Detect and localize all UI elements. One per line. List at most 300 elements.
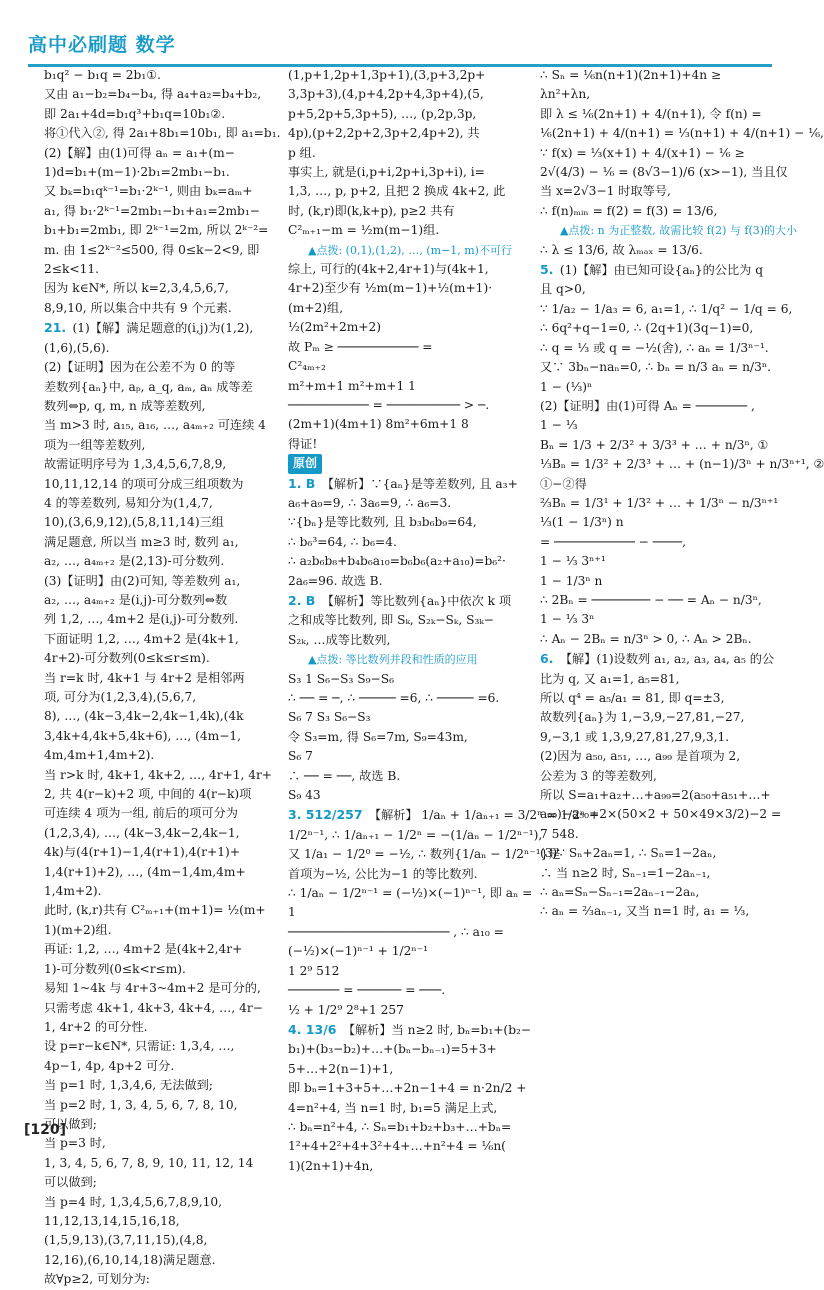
page-header <box>28 24 772 67</box>
text-line <box>44 1231 269 1250</box>
line-text: 10,11,12,14 的项可分成三组项数为 <box>44 476 244 491</box>
text-line <box>44 397 269 416</box>
line-text: p+5,2p+5,3p+5), …, (p,2p,3p, <box>288 106 477 121</box>
line-text: 【解析】当 n≥2 时, bₙ=b₁+(b₂− <box>342 1022 532 1037</box>
line-text: (2)【证明】由(1)可得 Aₙ = ─────── , <box>540 398 755 413</box>
text-line <box>44 105 269 124</box>
line-text: b₁)+(b₃−b₂)+…+(bₙ−bₙ₋₁)=5+3+ <box>288 1042 497 1057</box>
line-text: ─────── = ────── = ───. <box>288 983 446 998</box>
line-text: 可以做到; <box>44 1175 97 1190</box>
text-line <box>540 319 772 338</box>
text-line <box>288 182 513 201</box>
text-line <box>44 85 269 104</box>
column-left <box>44 66 281 1290</box>
text-line <box>44 416 269 435</box>
text-line <box>540 241 772 260</box>
text-line <box>288 786 513 805</box>
line-text: 可连续 4 项为一组, 前后的项可分为 <box>44 806 238 821</box>
text-line <box>540 494 779 513</box>
text-line <box>44 202 269 221</box>
book-title: 高中必刷题 数学 <box>28 34 176 56</box>
text-line <box>540 630 772 649</box>
line-text: 此时, (k,r)共有 C²ₘ₊₁+(m+1)= ½(m+ <box>44 903 266 918</box>
line-text: 又由 a₁−b₂=b₄−b₄, 得 a₄+a₂=b₄+b₂, <box>44 87 262 102</box>
line-text: 【解析】等比数列{aₙ}中依次 k 项 <box>321 593 512 608</box>
text-line <box>540 591 772 610</box>
line-text: ∴ 2Bₙ = ──────── − ── = Aₙ − n/3ⁿ, <box>540 592 762 607</box>
line-text: 首项为−½, 公比为−1 的等比数列. <box>288 866 478 881</box>
line-text: 易知 1~4k 与 4r+3~4m+2 是可分的, <box>44 981 261 996</box>
line-text: 当 r>k 时, 4k+1, 4k+2, …, 4r+1, 4r+ <box>44 767 273 782</box>
text-line <box>44 1193 269 1212</box>
line-text: ∴ f(n)ₘᵢₙ = f(2) = f(3) = 13/6, <box>540 203 718 218</box>
text-line <box>44 318 269 338</box>
problem-number: 4. 13/6 <box>288 1021 341 1037</box>
line-text: (2)因为 a₅₀, a₅₁, …, a₉₉ 是首项为 2, <box>540 749 741 764</box>
line-text: 【解】(1)设数列 a₁, a₂, a₃, a₄, a₅ 的公 <box>559 652 775 667</box>
text-line <box>540 883 772 902</box>
line-text: 1)(m+2)组. <box>44 922 112 937</box>
line-text: 11,12,13,14,15,16,18, <box>44 1213 180 1228</box>
line-text: C²ₘ₊₁−m = ½m(m−1)组. <box>288 223 440 238</box>
text-line <box>288 903 513 922</box>
text-line <box>540 689 772 708</box>
line-text: (3)【证明】由(2)可知, 等差数列 a₁, <box>44 573 241 588</box>
text-line <box>44 630 269 649</box>
line-text: 所以 q⁴ = a₅/a₁ = 81, 即 q=±3, <box>540 691 725 705</box>
text-line <box>288 826 543 845</box>
text-line <box>44 475 269 494</box>
text-line <box>44 999 269 1018</box>
line-text: 4p),(p+2,2p+2,3p+2,4p+2), 共 <box>288 126 480 141</box>
line-text: 4p−1, 4p, 4p+2 可分. <box>44 1058 175 1073</box>
text-line <box>44 533 269 552</box>
text-line <box>44 436 269 455</box>
text-line <box>288 163 513 182</box>
line-text: 1 − (⅓)ⁿ <box>540 379 593 394</box>
text-line <box>540 825 772 844</box>
text-line <box>288 1060 513 1079</box>
line-text: 事实上, 就是(i,p+i,2p+i,3p+i), i= <box>288 165 485 180</box>
line-text: 当 p=2 时, 1, 3, 4, 5, 6, 7, 8, 10, <box>44 1097 238 1112</box>
line-text: 1²+4+2²+4+3²+4+…+n²+4 = ⅙n( <box>288 1139 506 1154</box>
text-line <box>288 1040 513 1059</box>
line-text: ∴ bₙ=n²+4, ∴ Sₙ=b₁+b₂+b₃+…+bₙ= <box>288 1119 512 1134</box>
text-line <box>44 1057 269 1076</box>
text-line <box>44 1270 269 1289</box>
hint-note: ▲点拨: 等比数列并段和性质的应用 <box>308 653 478 667</box>
line-text: 即 λ ≤ ⅙(2n+1) + 4/(n+1), 令 f(n) = <box>540 106 762 121</box>
text-line <box>288 279 513 298</box>
line-text: 4 的等差数列, 易知分为(1,4,7, <box>44 495 213 510</box>
text-line <box>288 689 513 708</box>
line-text: 故∀p≥2, 可划分为: <box>44 1272 150 1287</box>
line-text: 1)-可分数列(0≤k<r≤m). <box>44 961 186 976</box>
hint-note: ▲点拨: n 为正整数, 故需比较 f(2) 与 f(3)的大小 <box>560 224 798 238</box>
line-text: ∵{bₙ}是等比数列, 且 b₃b₆b₉=64, <box>288 515 477 530</box>
problem-number: 6. <box>540 651 558 667</box>
text-line <box>44 727 269 746</box>
hint-note: ▲点拨: (0,1),(1,2), …, (m−1, m)不可行 <box>308 243 512 257</box>
text-line <box>44 1212 269 1231</box>
problem-number: 3. 512/257 <box>288 807 367 823</box>
line-text: 当 x=2√3−1 时取等号, <box>540 184 671 199</box>
line-text: 8), …, (4k−3,4k−2,4k−1,4k),(4k <box>44 709 244 724</box>
text-line <box>44 746 269 765</box>
line-text: 1/2ⁿ⁻¹, ∴ 1/aₙ₊₁ − 1/2ⁿ = −(1/aₙ − 1/2ⁿ⁻¹), <box>288 827 543 842</box>
line-text: b₁q² − b₁q = 2b₁①. <box>44 68 162 82</box>
line-text: a₂, …, a₄ₘ₊₂ 是(2,13)-可分数列. <box>44 554 225 569</box>
text-line <box>540 670 772 689</box>
line-text: 当 p=1 时, 1,3,4,6, 无法做到; <box>44 1078 213 1093</box>
line-text: 所以 S=a₁+a₂+…+a₉₉=2(a₅₀+a₅₁+…+ <box>540 788 771 803</box>
text-line <box>540 786 772 805</box>
line-text: S₆ 7 <box>288 749 313 764</box>
text-line <box>540 202 772 221</box>
line-text: 综上, 可行的(4k+2,4r+1)与(4k+1, <box>288 262 489 277</box>
text-line <box>44 960 269 979</box>
line-text: 4k)与(4(r+1)−1,4(r+1),4(r+1)+ <box>44 845 240 860</box>
line-text: ½(2m²+2m+2) <box>288 320 382 335</box>
text-line <box>288 631 513 650</box>
line-text: (−½)×(−1)ⁿ⁻¹ + 1/2ⁿ⁻¹ <box>288 944 428 959</box>
text-line <box>44 124 281 143</box>
line-text: 故数列{aₙ}为 1,−3,9,−27,81,−27, <box>540 710 745 725</box>
line-text: 故需证明序号为 1,3,4,5,6,7,8,9, <box>44 457 227 472</box>
text-line <box>288 572 513 591</box>
line-text: 2, 共 4(r−k)+2 项, 中间的 4(r−k)项 <box>44 787 252 802</box>
text-line <box>44 882 269 901</box>
text-line <box>288 202 513 221</box>
line-text: 得证! <box>288 436 318 451</box>
text-line <box>44 299 269 318</box>
line-text: ∴ 6q²+q−1=0, ∴ (2q+1)(3q−1)=0, <box>540 321 754 336</box>
text-line <box>288 494 513 513</box>
line-text: ∴ Sₙ = ⅙n(n+1)(2n+1)+4n ≥ <box>540 68 722 82</box>
line-text: 8,9,10, 所以集合中共有 9 个元素. <box>44 300 232 315</box>
section-tag: 原创 <box>288 454 322 473</box>
text-line <box>540 66 772 85</box>
line-text: 项, 可分为(1,2,3,4),(5,6,7, <box>44 690 197 704</box>
text-line <box>540 475 772 494</box>
text-line <box>540 902 772 921</box>
line-text: a₉₉)−a₅₀=2×(50×2 + 50×49×3/2)−2 = <box>540 807 782 822</box>
line-text: p 组. <box>288 145 316 160</box>
text-line <box>540 378 772 397</box>
line-text: 2≤k<11. <box>44 262 99 277</box>
text-line <box>288 144 513 163</box>
text-line <box>540 144 772 163</box>
text-line <box>288 884 533 903</box>
line-text: (3)∵ Sₙ+2aₙ=1, ∴ Sₙ=1−2aₙ, <box>540 846 717 861</box>
line-text: (m+2)组, <box>288 300 344 315</box>
text-line <box>540 649 775 669</box>
line-text: a₆+a₉=9, ∴ 3a₆=9, ∴ a₆=3. <box>288 495 452 510</box>
line-text: 当 p=4 时, 1,3,4,5,6,7,8,9,10, <box>44 1194 223 1209</box>
text-line <box>540 339 772 358</box>
line-text: ∴ aₙ = ⅔aₙ₋₁, 又当 n=1 时, a₁ = ⅓, <box>540 904 750 919</box>
text-line <box>44 572 269 591</box>
text-line <box>44 785 269 804</box>
line-text: ∴ ── = ──, 故选 B. <box>288 768 401 783</box>
text-line <box>288 591 513 611</box>
text-line <box>44 824 269 843</box>
text-line <box>44 552 269 571</box>
line-text: 且 q>0, <box>540 282 586 297</box>
line-text: 1 − ⅓ <box>540 418 578 433</box>
line-text: ⅓Bₙ = 1/3² + 2/3³ + … + (n−1)/3ⁿ + n/3ⁿ⁺¹, ② <box>540 457 824 472</box>
line-text: 4r+2)-可分数列(0≤k≤r≤m). <box>44 651 210 666</box>
line-text: m. 由 1≤2ᵏ⁻²≤500, 得 0≤k−2<9, 即 <box>44 242 260 257</box>
text-line <box>540 358 772 377</box>
line-text: S₉ 43 <box>288 788 321 803</box>
text-line <box>540 85 772 104</box>
text-line <box>540 864 772 883</box>
text-line <box>44 221 269 240</box>
text-line <box>288 981 513 1000</box>
problem-number: 1. B <box>288 475 320 491</box>
text-line <box>44 688 269 707</box>
line-text: 3,4k+4,4k+5,4k+6), …, (4m−1, <box>44 728 242 743</box>
text-line <box>44 339 269 358</box>
text-line <box>540 260 772 280</box>
line-text: 12,16),(6,10,14,18)满足题意. <box>44 1252 216 1267</box>
line-text: ⅓(1 − 1/3ⁿ) n <box>540 515 624 530</box>
text-line <box>44 591 269 610</box>
text-line <box>288 435 513 454</box>
line-text: (1)【解】由已知可设{aₙ}的公比为 q <box>559 263 764 278</box>
text-line <box>540 455 824 474</box>
text-line <box>288 66 513 85</box>
line-text: ∴ ── = ─, ∴ ───── =6, ∴ ───── =6. <box>288 691 500 705</box>
line-text: ∴ 当 n≥2 时, Sₙ₋₁=1−2aₙ₋₁, <box>540 865 711 880</box>
line-text: λn²+λn, <box>540 87 591 102</box>
line-text: ─────────── = ────────── > ─. <box>288 397 490 412</box>
text-line <box>288 865 513 884</box>
text-line <box>288 1118 513 1137</box>
text-line <box>288 1001 513 1020</box>
line-text: ∴ b₆³=64, ∴ b₆=4. <box>288 534 397 549</box>
text-line <box>288 85 513 104</box>
line-text: 当 r=k 时, 4k+1 与 4r+2 是相邻两 <box>44 670 245 685</box>
text-line <box>540 747 772 766</box>
line-text: ⅙(2n+1) + 4/(n+1) = ⅓(n+1) + 4/(n+1) − ⅙, <box>540 126 824 141</box>
text-line <box>288 767 513 786</box>
text-line <box>288 1137 513 1156</box>
text-line <box>540 513 772 532</box>
line-text: ∴ Aₙ − 2Bₙ = n/3ⁿ > 0, ∴ Aₙ > 2Bₙ. <box>540 631 752 646</box>
line-text: ①−②得 <box>540 476 587 491</box>
line-text: 1 − ⅓ 3ⁿ <box>540 612 595 627</box>
problem-number: 2. B <box>288 592 320 608</box>
text-line <box>44 1251 269 1270</box>
line-text: 1,4(r+1)+2), …, (4m−1,4m,4m+ <box>44 864 246 879</box>
line-text: (1,2,3,4), …, (4k−3,4k−2,4k−1, <box>44 825 240 840</box>
text-line <box>288 124 513 143</box>
text-line <box>44 494 269 513</box>
line-text: ∴ a₂b₆b₈+b₄b₆a₁₀=b₆b₆(a₂+a₁₀)=b₆²· <box>288 554 506 569</box>
text-line <box>288 105 513 124</box>
line-text: 1 − ⅓ 3ⁿ⁺¹ <box>540 554 606 569</box>
text-line <box>540 397 772 416</box>
text-line <box>288 708 513 727</box>
text-line <box>44 66 269 85</box>
line-text: 即 2a₁+4d=b₁q³+b₁q=10b₁②. <box>44 106 226 121</box>
text-line <box>540 436 772 455</box>
line-text: ∴ aₙ=Sₙ−Sₙ₋₁=2aₙ₋₁−2aₙ, <box>540 885 700 900</box>
text-line <box>540 708 772 727</box>
line-text: 设 p=r−k∈N*, 只需证: 1,3,4, …, <box>44 1039 235 1054</box>
line-text: 故 Pₘ ≥ ─────────── = <box>288 339 433 354</box>
line-text: 1, 4r+2 的可分性. <box>44 1019 148 1034</box>
line-text: 7 548. <box>540 826 579 841</box>
text-line <box>288 454 513 473</box>
line-text: 4m,4m+1,4m+2). <box>44 748 155 763</box>
line-text: 1 <box>288 905 296 920</box>
line-text: 满足题意, 所以当 m≥3 时, 数列 a₁, <box>44 534 239 549</box>
line-text: 当 m>3 时, a₁₅, a₁₆, …, a₄ₘ₊₂ 可连续 4 <box>44 418 266 433</box>
page-number: [120] <box>24 1122 67 1138</box>
line-text: 又 bₖ=b₁qᵏ⁻¹=b₁·2ᵏ⁻¹, 则由 bₖ=aₘ+ <box>44 184 253 199</box>
text-line <box>44 358 269 377</box>
text-line <box>288 299 513 318</box>
text-line <box>540 416 772 435</box>
line-text: 又∵ 3bₙ−naₙ=0, ∴ bₙ = n/3 aₙ = n/3ⁿ. <box>540 360 771 375</box>
text-line <box>288 845 561 864</box>
text-line <box>288 728 513 747</box>
text-line <box>44 1134 269 1153</box>
text-line <box>44 1076 269 1095</box>
line-text: 项为一组等差数列, <box>44 437 146 452</box>
line-text: ∴ q = ⅓ 或 q = −½(舍), ∴ aₙ = 1/3ⁿ⁻¹. <box>540 340 769 355</box>
text-line <box>540 182 772 201</box>
line-text: = ─────────── − ────, <box>540 534 686 549</box>
line-text: 将①代入②, 得 2a₁+8b₁=10b₁, 即 a₁=b₁. <box>44 126 281 141</box>
line-text: ∵ 1/a₂ − 1/a₃ = 6, a₁=1, ∴ 1/q² − 1/q = 6, <box>540 301 793 316</box>
text-line <box>44 863 269 882</box>
line-text: ∴ λ ≤ 13/6, 故 λₘₐₓ = 13/6. <box>540 242 703 257</box>
text-line <box>540 728 772 747</box>
line-text: 列 1,2, …, 4m+2 是(i,j)-可分数列. <box>44 612 239 627</box>
text-line <box>540 124 824 143</box>
text-line <box>288 396 513 415</box>
line-text: 【解析】∵{aₙ}是等差数列, 且 a₃+ <box>321 476 518 491</box>
text-line <box>540 844 772 863</box>
text-line <box>540 767 772 786</box>
line-text: 即 bₙ=1+3+5+…+2n−1+4 = n·2n/2 + <box>288 1081 527 1096</box>
text-line <box>44 260 269 279</box>
text-line <box>44 513 269 532</box>
line-text: 差数列{aₙ}中, aₚ, a_q, aₘ, aₙ 成等差 <box>44 379 253 394</box>
line-text: b₁+b₁=2mb₁, 即 2ᵏ⁻¹=2m, 所以 2ᵏ⁻²= <box>44 223 269 238</box>
line-text: 1)d=b₁+(m−1)·2b₁=2mb₁−b₁. <box>44 165 230 180</box>
text-line <box>44 182 269 201</box>
line-text: 3,3p+3),(4,p+4,2p+4,3p+4),(5, <box>288 87 484 102</box>
line-text: 1, 3, 4, 5, 6, 7, 8, 9, 10, 11, 12, 14 <box>44 1155 254 1170</box>
line-text: ½ + 1/2⁹ 2⁸+1 257 <box>288 1002 404 1017</box>
text-line <box>288 260 513 279</box>
text-line <box>288 318 513 337</box>
text-line <box>44 649 269 668</box>
line-text: ∵ f(x) = ⅓(x+1) + 4/(x+1) − ⅙ ≥ <box>540 145 745 160</box>
text-line <box>44 455 269 474</box>
line-text: 再证: 1,2, …, 4m+2 是(4k+2,4r+ <box>44 942 243 957</box>
problem-number: 5. <box>540 262 558 278</box>
line-text: a₂, …, a₄ₘ₊₂ 是(i,j)-可分数列⇔数 <box>44 592 228 607</box>
line-text: 1 − 1/3ⁿ n <box>540 573 603 588</box>
text-line <box>44 766 273 785</box>
text-line <box>44 1115 269 1134</box>
text-line <box>288 942 513 961</box>
line-text: 4=n²+4, 当 n=1 时, b₁=5 满足上式, <box>288 1100 498 1115</box>
line-text: 2a₆=96. 故选 B. <box>288 573 383 588</box>
text-line <box>44 921 269 940</box>
text-line <box>288 474 518 494</box>
line-text: C²₄ₘ₊₂ <box>288 359 326 374</box>
text-line <box>540 805 782 824</box>
column-right <box>540 66 824 922</box>
text-line <box>44 979 269 998</box>
line-text: S₆ 7 S₃ S₆−S₃ <box>288 710 371 725</box>
text-line <box>44 707 269 726</box>
line-text: ────────────────────── , ∴ a₁₀ = <box>288 924 504 939</box>
text-line <box>540 572 772 591</box>
text-line <box>288 670 513 689</box>
text-line <box>288 513 513 532</box>
text-line <box>540 533 772 552</box>
line-text: 1 2⁹ 512 <box>288 963 340 978</box>
text-line <box>44 610 269 629</box>
line-text: 只需考虑 4k+1, 4k+3, 4k+4, …, 4r− <box>44 1000 263 1015</box>
line-text: a₁, 得 b₁·2ᵏ⁻¹=2mb₁−b₁+a₁=2mb₁− <box>44 203 260 218</box>
line-text: 2√(4/3) − ⅙ = (8√3−1)/6 (x>−1), 当且仅 <box>540 165 788 180</box>
line-text: 又 1/a₁ − 1/2⁰ = −½, ∴ 数列{1/aₙ − 1/2ⁿ⁻¹}是 <box>288 847 561 862</box>
text-line <box>44 144 269 163</box>
line-text: (1,p+1,2p+1,3p+1),(3,p+3,2p+ <box>288 68 486 82</box>
text-line <box>540 280 772 299</box>
line-text: 1,4m+2). <box>44 884 102 899</box>
text-line <box>44 241 269 260</box>
text-line <box>288 338 513 357</box>
line-text: m²+m+1 m²+m+1 1 <box>288 378 416 393</box>
text-line <box>540 300 793 319</box>
line-text: 之和成等比数列, 即 Sₖ, S₂ₖ−Sₖ, S₃ₖ− <box>288 613 494 628</box>
line-text: 公差为 3 的等差数列, <box>540 768 657 783</box>
line-text: 数列⇔p, q, m, n 成等差数列, <box>44 398 206 413</box>
line-text: 9,−3,1 或 1,3,9,27,81,27,9,3,1. <box>540 729 730 744</box>
line-text: 【解析】 1/aₙ + 1/aₙ₊₁ = 3/2ⁿ = 1/2ⁿ + <box>368 808 600 823</box>
text-line <box>540 163 788 182</box>
line-text: 下面证明 1,2, …, 4m+2 是(4k+1, <box>44 631 239 646</box>
text-line <box>288 377 513 396</box>
line-text: 当 p=3 时, <box>44 1136 106 1151</box>
text-line <box>288 1099 513 1118</box>
text-line <box>288 747 513 766</box>
text-line <box>540 105 772 124</box>
text-line <box>44 1037 269 1056</box>
line-text: S₃ 1 S₆−S₃ S₉−S₆ <box>288 671 394 686</box>
line-text: (2)【解】由(1)可得 aₙ = a₁+(m− <box>44 145 235 160</box>
line-text: 令 S₃=m, 得 S₆=7m, S₉=43m, <box>288 729 468 744</box>
line-text: 5+…+2(n−1)+1, <box>288 1061 394 1076</box>
text-line <box>288 1079 527 1098</box>
line-text: (2)【证明】因为在公差不为 0 的等 <box>44 360 236 375</box>
text-line <box>288 962 513 981</box>
problem-number: 21. <box>44 320 71 336</box>
text-line <box>44 669 269 688</box>
text-line <box>288 415 513 434</box>
text-line <box>44 940 269 959</box>
